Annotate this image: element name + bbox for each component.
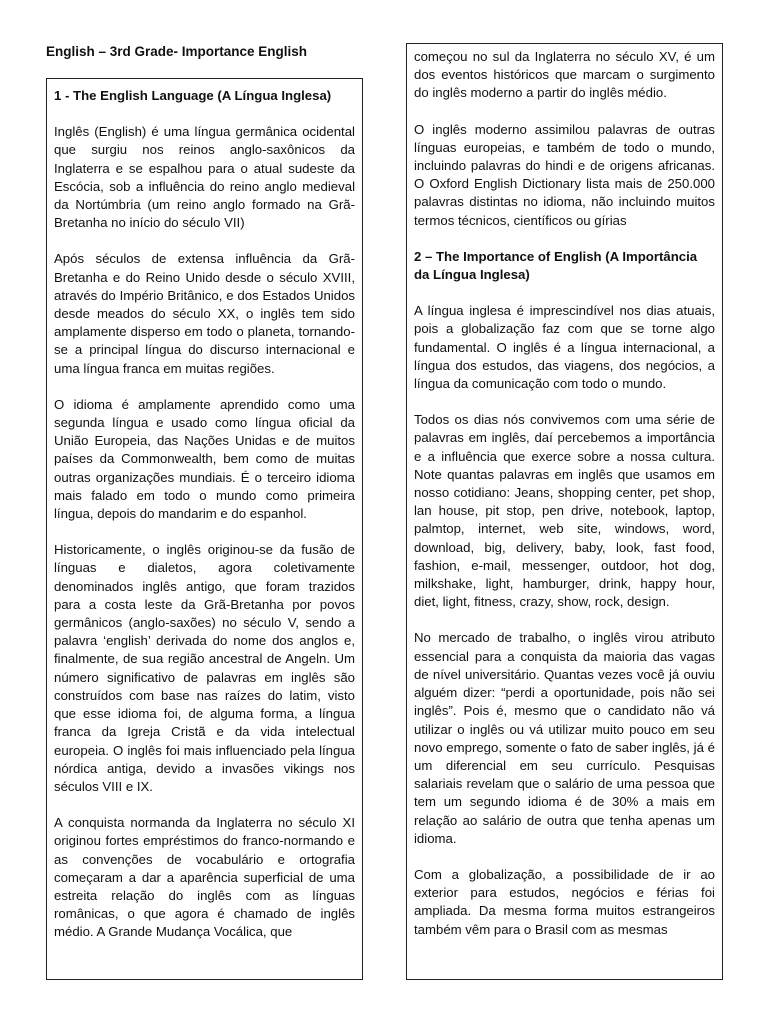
paragraph: O idioma é amplamente aprendido como uma segunda língua e usado como língua oficial da União Europeia, das Nações Unidas e de muitos países da Commonwealth, bem como de muitas outras organizações mundiais. É o terceiro idioma mais falado em todo o mundo como primeira língua, depois do mandarim e do espanhol.: [54, 396, 355, 522]
section-heading-importance-of-english: 2 – The Importance of English (A Importância da Língua Inglesa): [414, 248, 698, 283]
paragraph: Com a globalização, a possibilidade de ir ao exterior para estudos, negócios e férias foi ampliada. Da mesma forma muitos estrangeiros também vêm para o Brasil com as mesmas: [414, 866, 715, 937]
paragraph: Após séculos de extensa influência da Grã-Bretanha e do Reino Unido desde o século XVIII, através do Império Britânico, e dos Estados Unidos desde meados do século XX, o inglês tem sido amplamente disperso em todo o planeta, tornando-se a principal língua do discurso internacional e uma língua franca em muitas regiões.: [54, 251, 355, 376]
paragraph: Todos os dias nós convivemos com uma série de palavras em inglês, daí percebemos a importância e a influência que exerce sobre a nossa cultura. Note quantas palavras em inglês que usamos em nosso cotidiano: Jeans, shopping center, pet shop, lan house, pit stop, pen drive, notebook, laptop, palmtop, internet, web site, windows, word, download, big, delivery, baby, look, fast food, fashion, e-mail, messenger, outdoor, hot dog, milkshake, light, hamburger, drink, happy hour, diet, light, fitness, crazy, show, rock, design.: [414, 412, 715, 610]
paragraph: Inglês (English) é uma língua germânica ocidental que surgiu nos reinos anglo-saxônicos da Inglaterra e se espalhou para o atual sudeste da Escócia, sob a influência do reino anglo medieval da Nortúmbria (um reino anglo formado na Grã-Bretanha no início do século VII): [54, 124, 355, 231]
paragraph: Historicamente, o inglês originou-se da fusão de línguas e dialetos, agora coletivamente denominados inglês antigo, que foram trazidos para a costa leste da Grã-Bretanha por povos germânicos (anglo-saxões) no século V, sendo a palavra ‘english’ derivada do nome dos anglos e, finalmente, de sua região ancestral de Angeln. Um número significativo de palavras em inglês são construídos com base nas raízes do latim, visto que esse idioma foi, de alguma forma, a língua franca da Igreja Cristã e da vida intelectual europeia. O inglês foi mais influenciado pela língua nórdica antiga, devido a invasões vikings nos séculos VIII e IX.: [54, 542, 355, 794]
paragraph: A conquista normanda da Inglaterra no século XI originou fortes empréstimos do franco-normando e as convenções de vocabulário e ortografia começaram a dar a aparência superficial de uma estreita relação do inglês com as línguas românicas, o que agora é chamado de inglês médio. A Grande Mudança Vocálica, que: [54, 815, 355, 940]
left-column: [46, 78, 363, 980]
right-column-content: [414, 48, 715, 939]
paragraph: começou no sul da Inglaterra no século XV, é um dos eventos históricos que marcam o surgimento do inglês moderno a partir do inglês médio.: [414, 49, 715, 101]
paragraph: A língua inglesa é imprescindível nos dias atuais, pois a globalização faz com que se torne algo fundamental. O inglês é a língua internacional, a língua dos estudos, das viagens, dos negócios, a língua da comunicação com todo o mundo.: [414, 303, 715, 392]
section-heading-english-language: 1 - The English Language (A Língua Inglesa): [54, 88, 332, 103]
document-title: English – 3rd Grade- Importance English: [46, 44, 308, 59]
right-column: [406, 43, 723, 980]
paragraph: No mercado de trabalho, o inglês virou atributo essencial para a conquista da maioria das vagas de nível universitário. Quantas vezes você já ouviu alguém dizer: “perdi a oportunidade, pois não sei inglês”. Pois é, mesmo que o candidato não vá utilizar o inglês ou vá utilizar muito pouco em seu novo emprego, somente o fato de saber inglês, já é um diferencial em seu currículo. Pesquisas salariais revelam que o salário de uma pessoa que tem um segundo idioma é de 30% a mais em relação ao salário de outra que tenha apenas um idioma.: [414, 630, 715, 846]
paragraph: O inglês moderno assimilou palavras de outras línguas europeias, e também de todo o mundo, incluindo palavras do hindi e de origens africanas. O Oxford English Dictionary lista mais de 250.000 palavras distintas no idioma, não incluindo muitos termos técnicos, científicos ou gírias: [414, 121, 715, 228]
